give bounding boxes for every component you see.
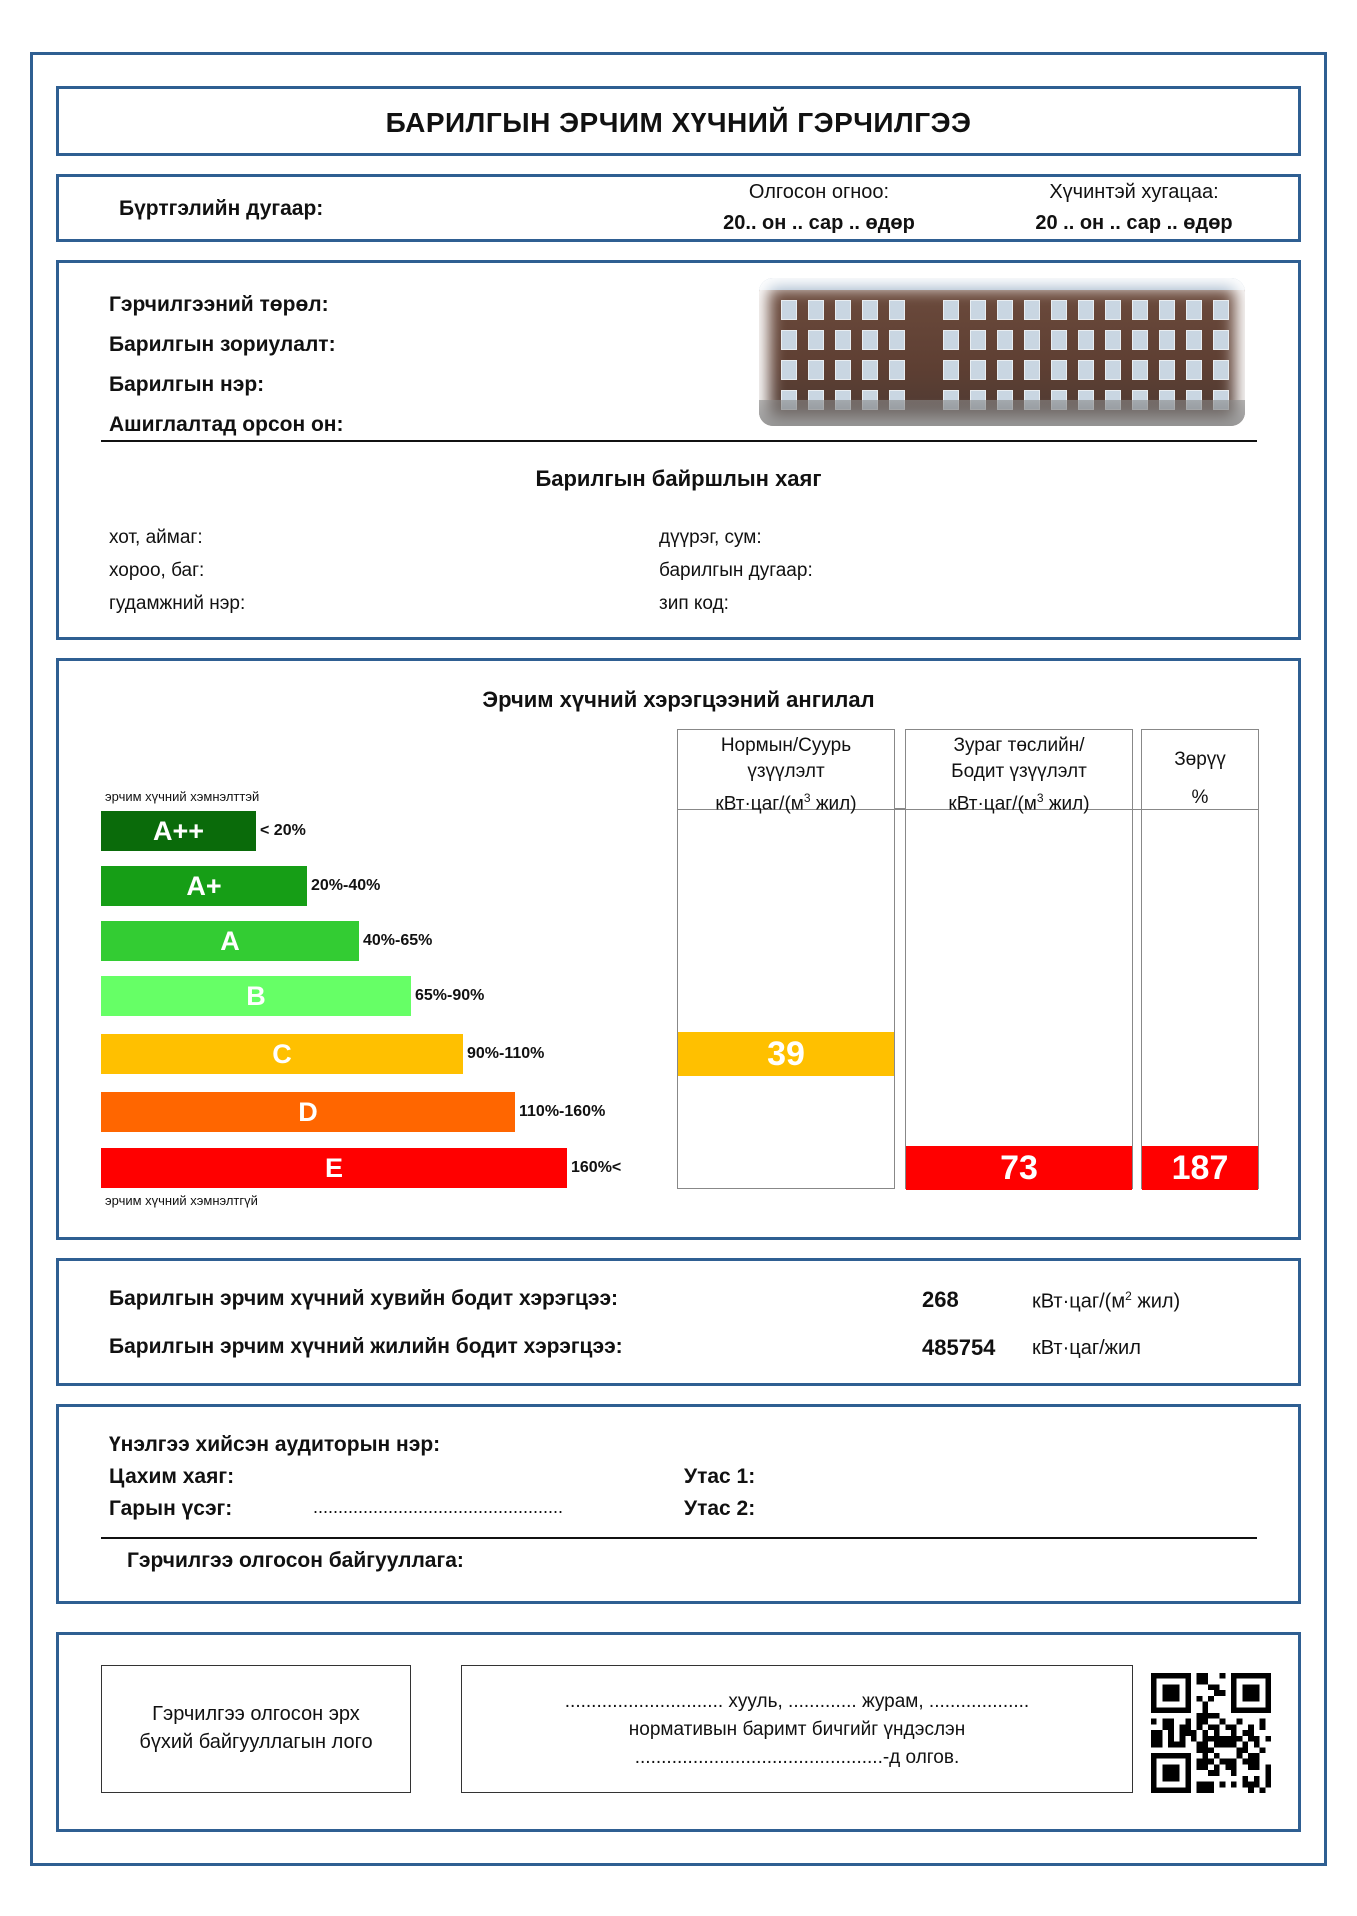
qr-module	[1191, 1730, 1197, 1736]
qr-module	[1231, 1770, 1237, 1776]
qr-module	[1202, 1764, 1208, 1770]
qr-module	[1162, 1719, 1168, 1725]
qr-module	[1214, 1684, 1220, 1690]
title-box	[56, 86, 1301, 156]
energy-class-bar: B	[101, 976, 411, 1016]
qr-module	[1265, 1776, 1271, 1782]
window-shape	[862, 360, 878, 380]
purpose-label: Барилгын зориулалт:	[109, 333, 336, 356]
qr-module	[1208, 1782, 1214, 1788]
qr-module	[1214, 1742, 1220, 1748]
qr-module	[1231, 1730, 1237, 1736]
qr-module	[1197, 1787, 1203, 1793]
window-shape	[889, 300, 905, 320]
energy-class-bar: A+	[101, 866, 307, 906]
divider	[101, 1537, 1257, 1539]
qr-module	[1220, 1742, 1226, 1748]
org-label: Гэрчилгээ олгосон байгууллага:	[127, 1549, 464, 1572]
window-shape	[808, 360, 824, 380]
qr-module	[1202, 1679, 1208, 1685]
window-shape	[835, 360, 851, 380]
window-shape	[970, 360, 986, 380]
qr-module	[1208, 1684, 1214, 1690]
qr-module	[1225, 1759, 1231, 1765]
issued-date	[679, 181, 959, 235]
qr-module	[1202, 1713, 1208, 1719]
qr-module	[1214, 1713, 1220, 1719]
window-shape	[1051, 360, 1067, 380]
zip-label: зип код:	[659, 593, 729, 614]
qr-module	[1208, 1787, 1214, 1793]
qr-module	[1231, 1724, 1237, 1730]
qr-module	[1197, 1724, 1203, 1730]
window-shape	[1105, 300, 1121, 320]
norm-value: 39	[678, 1032, 894, 1076]
window-shape	[1213, 360, 1229, 380]
window-shape	[1078, 330, 1094, 350]
window-shape	[835, 300, 851, 320]
qr-module	[1208, 1747, 1214, 1753]
energy-class-bar: D	[101, 1092, 515, 1132]
window-shape	[1051, 300, 1067, 320]
qr-module	[1220, 1719, 1226, 1725]
qr-module	[1157, 1730, 1163, 1736]
window-shape	[1132, 300, 1148, 320]
qr-module	[1197, 1747, 1203, 1753]
qr-module	[1157, 1742, 1163, 1748]
qr-module	[1162, 1764, 1179, 1781]
qr-module	[1151, 1742, 1157, 1748]
qr-module	[1197, 1719, 1203, 1725]
cert-type-label: Гэрчилгээний төрөл:	[109, 293, 329, 316]
divider	[101, 440, 1257, 442]
window-shape	[1186, 360, 1202, 380]
energy-class-range: 110%-160%	[519, 1103, 606, 1120]
qr-module	[1168, 1719, 1174, 1725]
qr-module	[1214, 1770, 1220, 1776]
specific-consumption-label: Барилгын эрчим хүчний хувийн бодит хэрэгцээ:	[109, 1287, 619, 1310]
window-shape	[970, 330, 986, 350]
qr-module	[1174, 1742, 1180, 1748]
actual-value: 73	[906, 1146, 1132, 1190]
qr-module	[1151, 1736, 1157, 1742]
energy-class-range: 40%-65%	[363, 932, 433, 949]
qr-module	[1237, 1747, 1243, 1753]
qr-module	[1220, 1736, 1226, 1742]
qr-module	[1225, 1724, 1231, 1730]
valid-date	[994, 181, 1274, 235]
qr-module	[1197, 1764, 1203, 1770]
qr-module	[1225, 1764, 1231, 1770]
classification-box	[56, 658, 1301, 1240]
qr-module	[1214, 1764, 1220, 1770]
classification-title: Эрчим хүчний хэрэгцээний ангилал	[482, 687, 875, 712]
annual-consumption-unit: кВт·цаг/жил	[1032, 1337, 1141, 1359]
qr-module	[1208, 1770, 1214, 1776]
window-shape	[808, 330, 824, 350]
qr-module	[1254, 1736, 1260, 1742]
qr-module	[1248, 1759, 1254, 1765]
street-label: гудамжний нэр:	[109, 593, 246, 614]
qr-module	[1242, 1747, 1248, 1753]
qr-module	[1260, 1787, 1266, 1793]
qr-module	[1248, 1753, 1254, 1759]
qr-module	[1248, 1764, 1254, 1770]
qr-module	[1208, 1696, 1214, 1702]
qr-module	[1231, 1782, 1237, 1788]
qr-module	[1202, 1719, 1208, 1725]
qr-module	[1225, 1736, 1231, 1742]
energy-class-range: 20%-40%	[311, 877, 381, 894]
qr-module	[1202, 1787, 1208, 1793]
qr-module	[1185, 1724, 1191, 1730]
qr-module	[1202, 1753, 1208, 1759]
qr-module	[1168, 1736, 1174, 1742]
window-shape	[781, 330, 797, 350]
qr-module	[1248, 1736, 1254, 1742]
qr-module	[1231, 1759, 1237, 1765]
window-shape	[1132, 360, 1148, 380]
qr-module	[1254, 1776, 1260, 1782]
qr-module	[1197, 1742, 1203, 1748]
qr-module	[1248, 1787, 1254, 1793]
window-shape	[1051, 330, 1067, 350]
qr-module	[1254, 1742, 1260, 1748]
qr-module	[1168, 1742, 1174, 1748]
qr-module	[1208, 1724, 1214, 1730]
qr-module	[1197, 1713, 1203, 1719]
qr-module	[1242, 1782, 1248, 1788]
qr-module	[1260, 1724, 1266, 1730]
qr-module	[1231, 1764, 1237, 1770]
qr-module	[1202, 1747, 1208, 1753]
energy-class-range: 160%<	[571, 1159, 622, 1176]
energy-class-range: < 20%	[260, 822, 306, 839]
qr-module	[1265, 1770, 1271, 1776]
khoroo-label: хороо, баг:	[109, 560, 205, 581]
window-shape	[997, 300, 1013, 320]
qr-module	[1237, 1753, 1243, 1759]
specific-consumption-unit: $кВт\cdot цаг/(м^2$ жил)	[1032, 1289, 1181, 1313]
qr-module	[1214, 1736, 1220, 1742]
qr-module	[1202, 1673, 1208, 1679]
registration-label: Бүртгэлийн дугаар:	[119, 197, 324, 220]
phone1-label: Утас 1:	[684, 1465, 756, 1488]
page-title: БАРИЛГЫН ЭРЧИМ ХҮЧНИЙ ГЭРЧИЛГЭЭ	[385, 107, 972, 138]
window-shape	[835, 330, 851, 350]
qr-module	[1180, 1736, 1186, 1742]
org-logo-placeholder: Гэрчилгээ олгосон эрх бүхий байгууллагын лого	[101, 1665, 411, 1793]
diff-value: 187	[1142, 1146, 1258, 1190]
qr-module	[1197, 1679, 1203, 1685]
qr-module	[1214, 1753, 1220, 1759]
qr-module	[1242, 1742, 1248, 1748]
qr-module	[1242, 1759, 1248, 1765]
window-shape	[889, 360, 905, 380]
qr-module	[1185, 1719, 1191, 1725]
energy-class-bar: E	[101, 1148, 567, 1188]
email-label: Цахим хаяг:	[109, 1465, 235, 1488]
qr-module	[1265, 1782, 1271, 1788]
qr-module	[1260, 1747, 1266, 1753]
diff-header: Зөрүү %	[1174, 749, 1226, 808]
fence-shape	[759, 400, 1245, 426]
efficient-label: эрчим хүчний хэмнэлттэй	[105, 789, 260, 804]
year-label: Ашиглалтад орсон он:	[109, 413, 344, 436]
qr-module	[1197, 1759, 1203, 1765]
window-shape	[1024, 300, 1040, 320]
qr-module	[1254, 1782, 1260, 1788]
window-shape	[808, 300, 824, 320]
qr-module	[1242, 1730, 1248, 1736]
qr-module	[1242, 1776, 1248, 1782]
window-shape	[997, 330, 1013, 350]
qr-module	[1208, 1759, 1214, 1765]
qr-module	[1202, 1707, 1208, 1713]
building-photo	[759, 278, 1245, 426]
window-shape	[1159, 300, 1175, 320]
qr-module	[1162, 1684, 1179, 1701]
window-shape	[1105, 360, 1121, 380]
qr-module	[1254, 1753, 1260, 1759]
issued-label: Олгосон огноо:	[748, 181, 890, 203]
auditor-name-label: Үнэлгээ хийсэн аудиторын нэр:	[109, 1433, 441, 1456]
qr-module	[1237, 1736, 1243, 1742]
qr-module	[1248, 1724, 1254, 1730]
qr-module	[1157, 1736, 1163, 1742]
energy-class-bar: A++	[101, 811, 256, 851]
qr-module	[1214, 1724, 1220, 1730]
energy-class-range: 65%-90%	[415, 987, 485, 1004]
qr-module	[1214, 1690, 1220, 1696]
building-no-label: барилгын дугаар:	[659, 560, 813, 581]
window-shape	[1105, 330, 1121, 350]
phone2-label: Утас 2:	[684, 1497, 756, 1520]
registration-box	[56, 174, 1301, 242]
qr-module	[1168, 1730, 1174, 1736]
qr-module	[1220, 1782, 1226, 1788]
window-shape	[943, 300, 959, 320]
window-shape	[997, 360, 1013, 380]
window-shape	[1078, 300, 1094, 320]
qr-module	[1208, 1736, 1214, 1742]
energy-class-bar: C	[101, 1034, 463, 1074]
window-shape	[862, 300, 878, 320]
window-shape	[1078, 360, 1094, 380]
qr-module	[1197, 1696, 1203, 1702]
qr-module	[1151, 1730, 1157, 1736]
qr-module	[1162, 1724, 1168, 1730]
qr-module	[1237, 1719, 1243, 1725]
energy-class-range: 90%-110%	[467, 1045, 545, 1062]
window-shape	[1024, 360, 1040, 380]
qr-module	[1220, 1759, 1226, 1765]
specific-consumption-value: 268	[922, 1287, 959, 1312]
window-shape	[1186, 300, 1202, 320]
qr-module	[1168, 1724, 1174, 1730]
qr-module	[1248, 1730, 1254, 1736]
energy-class-bar: A	[101, 921, 359, 961]
signature-label: Гарын үсэг:	[109, 1497, 233, 1520]
window-shape	[1159, 360, 1175, 380]
footer-box	[56, 1632, 1301, 1832]
address-title: Барилгын байршлын хаяг	[535, 466, 822, 491]
qr-module	[1231, 1736, 1237, 1742]
actual-header: Зураг төслийн/ Бодит үзүүлэлт $кВт\cdot цаг/(м^3$ жил)	[948, 735, 1090, 815]
issued-value: 20.. он .. сар .. өдөр	[723, 212, 915, 234]
window-shape	[1024, 330, 1040, 350]
valid-value: 20 .. он .. сар .. өдөр	[1035, 212, 1233, 234]
qr-module	[1254, 1764, 1260, 1770]
qr-module	[1220, 1690, 1226, 1696]
window-shape	[862, 330, 878, 350]
qr-module	[1202, 1730, 1208, 1736]
auditor-box	[56, 1404, 1301, 1604]
qr-module	[1202, 1736, 1208, 1742]
qr-module	[1202, 1759, 1208, 1765]
qr-module	[1214, 1730, 1220, 1736]
window-shape	[1213, 300, 1229, 320]
qr-code-icon	[1151, 1673, 1271, 1793]
window-shape	[970, 300, 986, 320]
qr-module	[1202, 1702, 1208, 1708]
window-shape	[781, 360, 797, 380]
district-label: дүүрэг, сум:	[659, 527, 762, 548]
window-shape	[889, 330, 905, 350]
qr-module	[1242, 1684, 1259, 1701]
qr-module	[1197, 1782, 1203, 1788]
annual-consumption-value: 485754	[922, 1335, 996, 1360]
window-shape	[943, 330, 959, 350]
qr-module	[1265, 1764, 1271, 1770]
qr-module	[1208, 1713, 1214, 1719]
qr-module	[1180, 1724, 1186, 1730]
window-shape	[1132, 330, 1148, 350]
consumption-box	[56, 1258, 1301, 1386]
window-shape	[1186, 330, 1202, 350]
legal-basis-text: .............................. хууль, ............. журам, ................... нормативын баримт бичгийг үндэслэн ...............................................-д олгов.	[461, 1665, 1133, 1793]
gap	[895, 729, 905, 809]
qr-module	[1260, 1719, 1266, 1725]
qr-module	[1220, 1673, 1226, 1679]
qr-module	[1265, 1736, 1271, 1742]
qr-module	[1202, 1782, 1208, 1788]
qr-module	[1191, 1736, 1197, 1742]
window-shape	[1159, 330, 1175, 350]
qr-module	[1185, 1730, 1191, 1736]
building-info-box	[56, 260, 1301, 640]
qr-module	[1180, 1742, 1186, 1748]
name-label: Барилгын нэр:	[109, 373, 265, 396]
qr-module	[1151, 1719, 1157, 1725]
city-label: хот, аймаг:	[109, 527, 203, 548]
window-shape	[1213, 330, 1229, 350]
qr-module	[1197, 1673, 1203, 1679]
annual-consumption-label: Барилгын эрчим хүчний жилийн бодит хэрэгцээ:	[109, 1335, 623, 1358]
valid-label: Хүчинтэй хугацаа:	[1049, 181, 1219, 203]
norm-header: Нормын/Суурь үзүүлэлт $кВт\cdot цаг/(м^3$ жил)	[715, 735, 857, 815]
qr-module	[1254, 1759, 1260, 1765]
qr-module	[1180, 1730, 1186, 1736]
qr-module	[1225, 1742, 1231, 1748]
qr-module	[1248, 1782, 1254, 1788]
window-shape	[781, 300, 797, 320]
window-shape	[943, 360, 959, 380]
inefficient-label: эрчим хүчний хэмнэлтгүй	[105, 1193, 258, 1208]
qr-module	[1202, 1742, 1208, 1748]
signature-line: ..................................................	[313, 1497, 564, 1517]
qr-module	[1231, 1742, 1237, 1748]
